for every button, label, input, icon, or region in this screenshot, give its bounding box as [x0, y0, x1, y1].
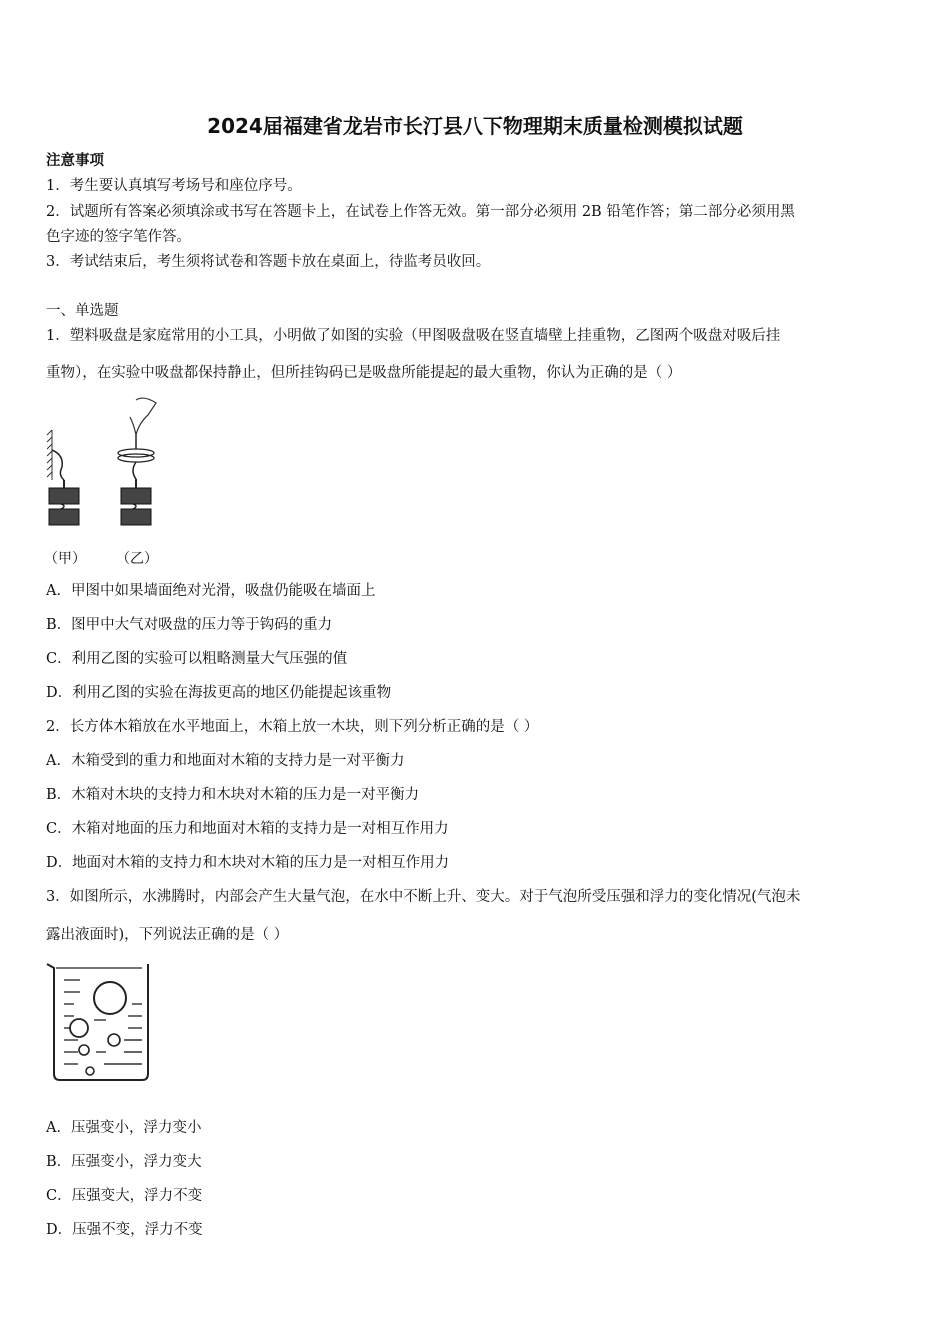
question-3-stem: 露出液面时)，下列说法正确的是（ ） [46, 927, 289, 943]
figure-caption-yi: （乙） [116, 551, 158, 567]
weight-a2 [49, 509, 79, 525]
question-3-option: B．压强变小，浮力变大 [46, 1154, 202, 1170]
bubble-medium [70, 1019, 88, 1037]
question-2-option: B．木箱对木块的支持力和木块对木箱的压力是一对平衡力 [46, 787, 420, 803]
question-3-stem: 3．如图所示，水沸腾时，内部会产生大量气泡，在水中不断上升、变大。对于气泡所受压强和浮力的变化情况(气泡未 [46, 889, 801, 905]
weight-a1 [49, 488, 79, 504]
question-3-option: C．压强变大，浮力不变 [46, 1188, 203, 1204]
notice-item: 2．试题所有答案必须填涂或书写在答题卡上，在试卷上作答无效。第一部分必须用 2B 铅笔作答；第二部分必须用黑 [46, 204, 795, 220]
question-3-option: D．压强不变，浮力不变 [46, 1222, 203, 1238]
bubble-tiny [86, 1067, 94, 1075]
question-3-option: A．压强变小，浮力变小 [46, 1120, 202, 1136]
question-2-option: C．木箱对地面的压力和地面对木箱的支持力是一对相互作用力 [46, 821, 449, 837]
notice-item: 3．考试结束后，考生须将试卷和答题卡放在桌面上，待监考员收回。 [46, 254, 491, 270]
hook-a [52, 450, 64, 480]
question-1-stem: 重物），在实验中吸盘都保持静止，但所挂钩码已是吸盘所能提起的最大重物，你认为正确的是（ ） [46, 365, 682, 381]
bubble-small [79, 1045, 89, 1055]
question-1-option: A．甲图中如果墙面绝对光滑，吸盘仍能吸在墙面上 [46, 583, 376, 599]
question-2-option: D．地面对木箱的支持力和木块对木箱的压力是一对相互作用力 [46, 855, 450, 871]
figure-caption-jia: （甲） [44, 551, 86, 567]
notice-heading: 注意事项 [46, 152, 104, 169]
page-title: 2024届福建省龙岩市长汀县八下物理期末质量检测模拟试题 [207, 114, 743, 138]
section-heading: 一、单选题 [46, 303, 119, 319]
notice-item: 1．考生要认真填写考场号和座位序号。 [46, 178, 302, 194]
hand-outline [136, 398, 156, 435]
notice-item: 色字迹的签字笔作答。 [46, 229, 191, 245]
suction-cup-bottom [118, 454, 154, 462]
question-1-option: C．利用乙图的实验可以粗略测量大气压强的值 [46, 651, 348, 667]
question-1-stem: 1．塑料吸盘是家庭常用的小工具，小明做了如图的实验（甲图吸盘吸在竖直墙壁上挂重物，乙图两个吸盘对吸后挂 [46, 328, 781, 344]
weight-b1 [121, 488, 151, 504]
boiling-water-beaker-figure [44, 958, 154, 1086]
question-2-stem: 2．长方体木箱放在水平地面上，木箱上放一木块，则下列分析正确的是（ ） [46, 719, 539, 735]
question-1-option: B．图甲中大气对吸盘的压力等于钩码的重力 [46, 617, 333, 633]
weight-b2 [121, 509, 151, 525]
bubble-large [94, 982, 126, 1014]
wall-hatch [47, 430, 52, 480]
bubble-small [108, 1034, 120, 1046]
suction-cup-figure [44, 395, 174, 540]
question-1-option: D．利用乙图的实验在海拔更高的地区仍能提起该重物 [46, 685, 392, 701]
question-2-option: A．木箱受到的重力和地面对木箱的支持力是一对平衡力 [46, 753, 405, 769]
beaker-outline [47, 964, 148, 1080]
